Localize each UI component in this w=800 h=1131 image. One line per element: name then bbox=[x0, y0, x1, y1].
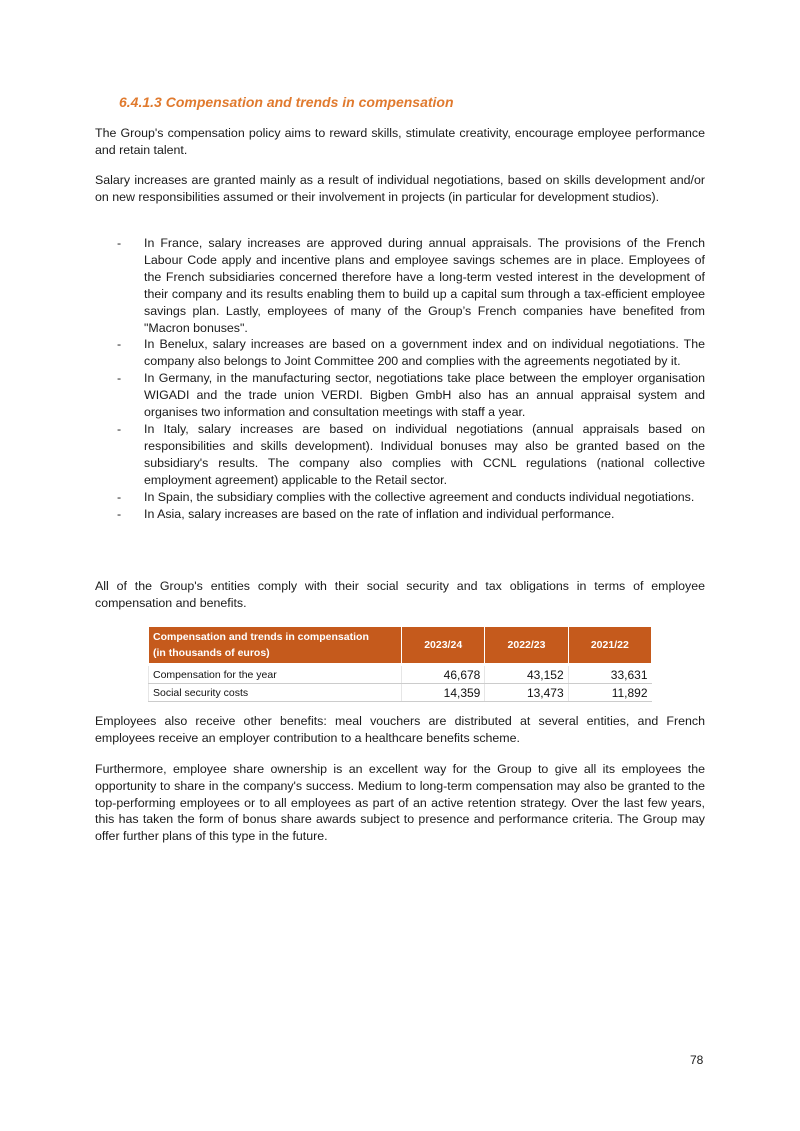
paragraph-share-ownership: Furthermore, employee share ownership is an excellent way for the Group to give all its employees the opportunity to share in the company's success. Medium to long-term compensation may also be granted to the top-performing employees or to all employees as part of an active retention strategy. Over the last few years, this has taken the form of bonus share awards subject to presence and performance criteria. The Group may offer further plans of this type in the future. bbox=[95, 762, 705, 844]
row-value: 43,152 bbox=[485, 666, 568, 684]
bullet-text: In France, salary increases are approved during annual appraisals. The provisions of the French Labour Code apply and incentive plans and employee savings schemes are in place. Employees of the French subsidiaries concerned therefore have a long-term vested interest in the development of their company and its results enabling them to build up a capital sum through a tax-efficient employee savings plan. Lastly, employees of many of the Group’s French companies have benefited from "Macron bonuses". bbox=[144, 236, 705, 335]
row-value: 11,892 bbox=[568, 684, 651, 702]
paragraph-other-benefits: Employees also receive other benefits: meal vouchers are distributed at several entities, and French employees receive an employer contribution to a healthcare benefits scheme. bbox=[95, 714, 705, 745]
bullet-marker: - bbox=[117, 421, 122, 436]
bullet-item-asia bbox=[95, 506, 705, 523]
paragraph-social-obligations: All of the Group's entities comply with their social security and tax obligations in terms of employee compensation and benefits. bbox=[95, 579, 705, 610]
bullet-item-italy bbox=[95, 421, 705, 489]
bullet-marker: - bbox=[117, 371, 122, 386]
compensation-table bbox=[148, 626, 652, 702]
bullet-item-spain bbox=[95, 489, 705, 506]
table-header-title: Compensation and trends in compensation bbox=[153, 631, 369, 643]
table-row bbox=[149, 666, 652, 684]
bullet-item-benelux bbox=[95, 336, 705, 370]
table-header-unit: (in thousands of euros) bbox=[153, 647, 270, 659]
bullet-text: In Italy, salary increases are based on individual negotiations (annual appraisals based on responsibilities and skills development). Individual bonuses may also be granted based on the subsidiary's results. The company also complies with CCNL regulations (national collective employment agreement) applicable to the Retail sector. bbox=[144, 421, 705, 487]
bullet-text: In Benelux, salary increases are based on a government index and on individual negotiations. The company also belongs to Joint Committee 200 and complies with the agreements negotiated by it. bbox=[144, 337, 705, 369]
bullet-marker: - bbox=[117, 337, 122, 352]
row-value: 46,678 bbox=[402, 666, 485, 684]
table-header-row bbox=[149, 627, 652, 664]
table-header-year: 2021/22 bbox=[568, 627, 651, 664]
bullet-text: In Spain, the subsidiary complies with the collective agreement and conducts individual negotiations. bbox=[144, 489, 695, 504]
section-title: 6.4.1.3 Compensation and trends in compensation bbox=[119, 94, 454, 110]
paragraph-compensation-policy: The Group's compensation policy aims to reward skills, stimulate creativity, encourage employee performance and retain talent. bbox=[95, 126, 705, 157]
row-value: 14,359 bbox=[402, 684, 485, 702]
row-label: Social security costs bbox=[149, 684, 402, 702]
bullet-marker: - bbox=[117, 506, 122, 521]
table-header-label bbox=[149, 627, 402, 664]
paragraph-salary-increases: Salary increases are granted mainly as a result of individual negotiations, based on skills development and/or on new responsibilities assumed or their involvement in projects (in particular for development studios). bbox=[95, 173, 705, 204]
table-row bbox=[149, 684, 652, 702]
bullet-marker: - bbox=[117, 236, 122, 250]
bullet-text: In Asia, salary increases are based on the rate of inflation and individual performance. bbox=[144, 506, 615, 521]
bullet-item-france bbox=[95, 235, 705, 336]
bullet-text: In Germany, in the manufacturing sector, negotiations take place between the employer organisation WIGADI and the trade union VERDI. Bigben GmbH also has an annual appraisal system and organises two information and consultation meetings with staff a year. bbox=[144, 371, 705, 420]
row-value: 13,473 bbox=[485, 684, 568, 702]
table-header-year: 2023/24 bbox=[402, 627, 485, 664]
country-bullet-list bbox=[95, 235, 705, 522]
row-label: Compensation for the year bbox=[149, 666, 402, 684]
bullet-item-germany bbox=[95, 370, 705, 421]
bullet-marker: - bbox=[117, 489, 122, 504]
table-header-year: 2022/23 bbox=[485, 627, 568, 664]
page-number: 78 bbox=[690, 1053, 704, 1067]
row-value: 33,631 bbox=[568, 666, 651, 684]
